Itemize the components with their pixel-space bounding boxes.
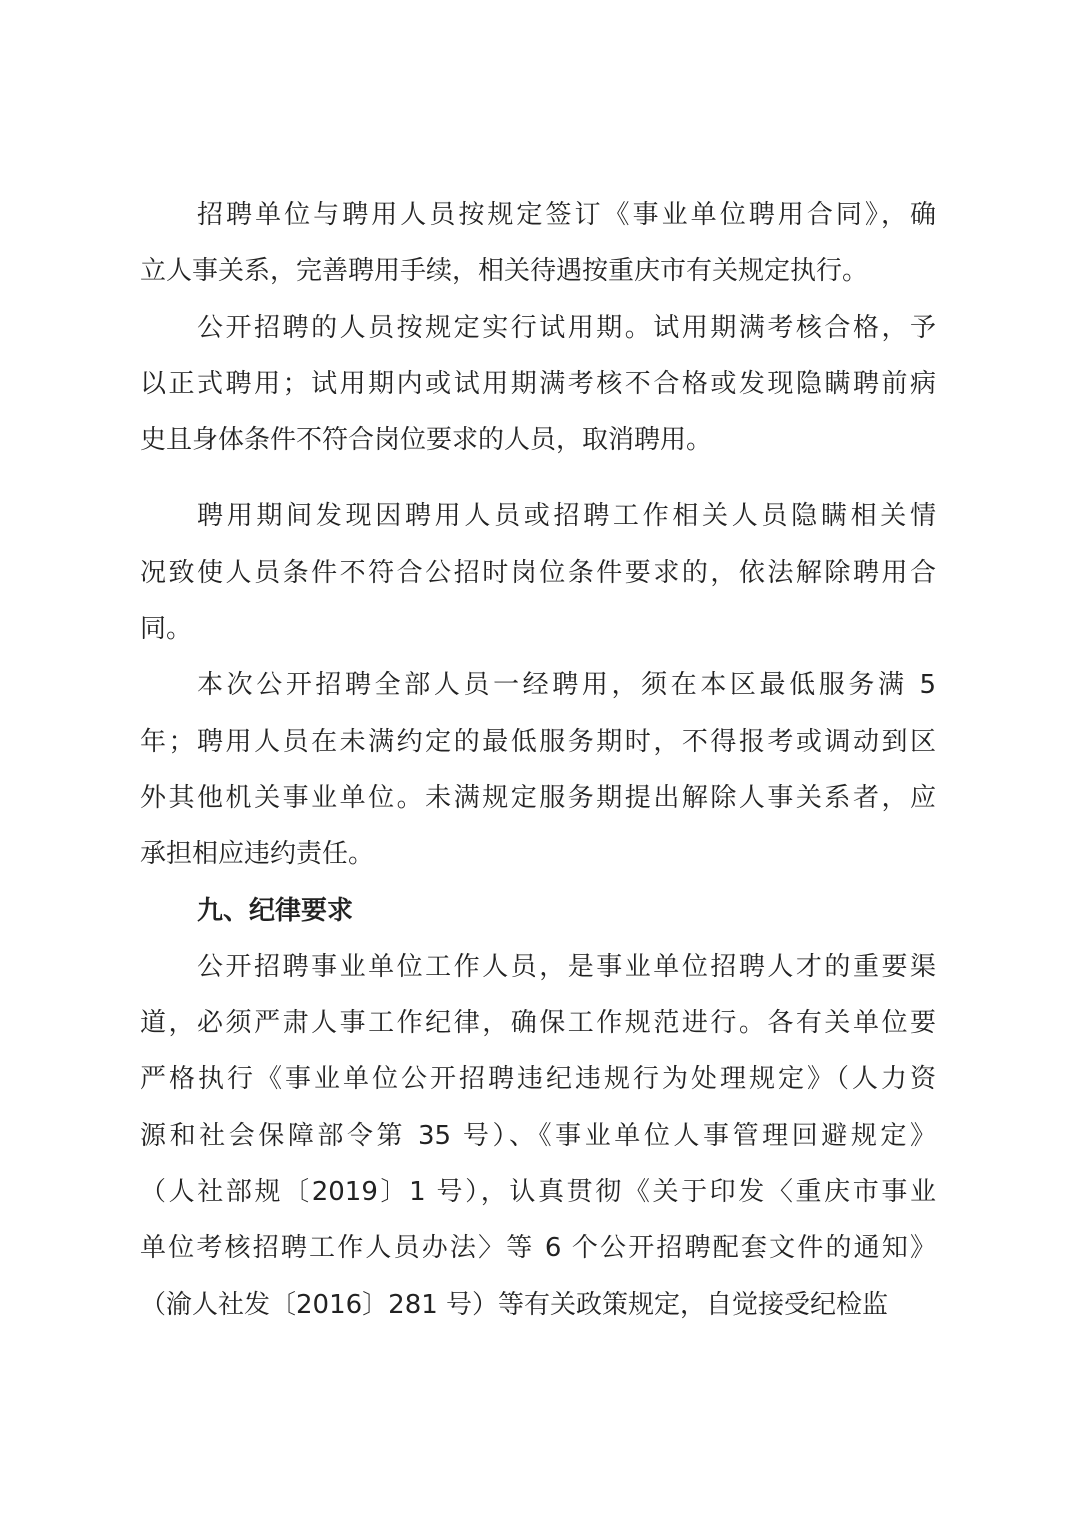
- text-line: 同。: [140, 614, 193, 645]
- text-line: 道，必须严肃人事工作纪律，确保工作规范进行。各有关单位要: [140, 1008, 936, 1039]
- paragraph-dismissal: [140, 488, 936, 657]
- text-line: 承担相应违约责任。: [140, 839, 375, 870]
- text-line: 史且身体条件不符合岗位要求的人员，取消聘用。: [140, 425, 713, 456]
- text-line: （人社部规〔2019〕1 号），认真贯彻《关于印发〈重庆市事业: [140, 1177, 936, 1208]
- text-line: 严格执行《事业单位公开招聘违纪违规行为处理规定》（人力资: [140, 1064, 936, 1095]
- paragraph-service-term: [140, 657, 936, 882]
- document-page: [140, 187, 936, 1333]
- paragraph-contract: [140, 187, 936, 300]
- paragraph-discipline: [140, 939, 936, 1333]
- text-line: 本次公开招聘全部人员一经聘用，须在本区最低服务满 5: [197, 670, 936, 701]
- text-line: 外其他机关事业单位。未满规定服务期提出解除人事关系者，应: [140, 782, 936, 813]
- text-line: 公开招聘的人员按规定实行试用期。试用期满考核合格，予: [197, 312, 936, 343]
- text-line: 聘用期间发现因聘用人员或招聘工作相关人员隐瞒相关情: [197, 501, 936, 532]
- text-line: 况致使人员条件不符合公招时岗位条件要求的，依法解除聘用合: [140, 557, 936, 588]
- text-line: 以正式聘用；试用期内或试用期满考核不合格或发现隐瞒聘前病: [140, 368, 936, 399]
- text-line: 单位考核招聘工作人员办法〉等 6 个公开招聘配套文件的通知》: [140, 1233, 936, 1264]
- text-line: 招聘单位与聘用人员按规定签订《事业单位聘用合同》，确: [197, 200, 936, 230]
- paragraph-probation: [140, 300, 936, 469]
- text-line: （渝人社发〔2016〕281 号）等有关政策规定，自觉接受纪检监: [140, 1289, 889, 1320]
- text-line: 立人事关系，完善聘用手续，相关待遇按重庆市有关规定执行。: [140, 256, 869, 287]
- text-line: 九、纪律要求: [197, 895, 354, 926]
- section-heading-discipline: [140, 883, 936, 939]
- text-line: 公开招聘事业单位工作人员，是事业单位招聘人才的重要渠: [197, 951, 936, 982]
- text-line: 年；聘用人员在未满约定的最低服务期时，不得报考或调动到区: [140, 726, 936, 757]
- text-line: 源和社会保障部令第 35 号）、《事业单位人事管理回避规定》: [140, 1120, 936, 1151]
